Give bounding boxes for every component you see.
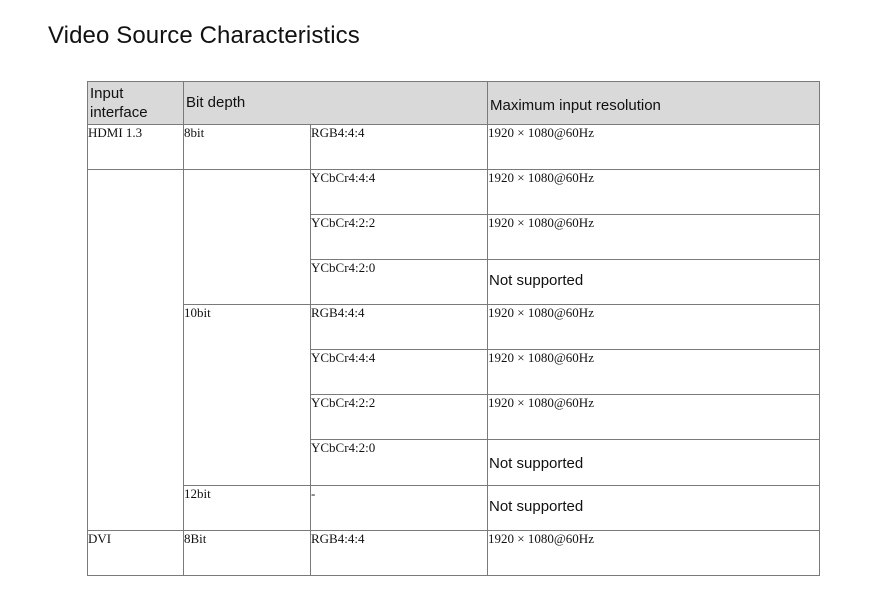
cell-resolution: Not supported	[488, 440, 820, 486]
cell-resolution: 1920 × 1080@60Hz	[488, 350, 820, 395]
table-row	[88, 125, 820, 170]
table-row	[88, 486, 820, 531]
cell-format: RGB4:4:4	[311, 305, 488, 350]
cell-resolution: 1920 × 1080@60Hz	[488, 170, 820, 215]
table-header-row	[88, 82, 820, 125]
cell-format: YCbCr4:4:4	[311, 170, 488, 215]
cell-format: -	[311, 486, 488, 531]
header-maximum-input-resolution: Maximum input resolution	[488, 82, 820, 125]
page-title: Video Source Characteristics	[48, 22, 360, 49]
cell-bit-depth: 10bit	[184, 305, 311, 486]
cell-bit-depth: 8bit	[184, 125, 311, 170]
header-input-interface: Input interface	[88, 82, 184, 125]
table-row	[88, 305, 820, 350]
cell-resolution: Not supported	[488, 486, 820, 531]
cell-bit-depth-empty	[184, 170, 311, 305]
cell-interface: HDMI 1.3	[88, 125, 184, 170]
cell-interface-empty	[88, 170, 184, 531]
cell-resolution: Not supported	[488, 260, 820, 305]
cell-format: RGB4:4:4	[311, 531, 488, 576]
cell-format: YCbCr4:2:0	[311, 440, 488, 486]
cell-format: YCbCr4:2:0	[311, 260, 488, 305]
cell-resolution: 1920 × 1080@60Hz	[488, 531, 820, 576]
table-row	[88, 170, 820, 215]
cell-resolution: 1920 × 1080@60Hz	[488, 125, 820, 170]
cell-format: RGB4:4:4	[311, 125, 488, 170]
cell-resolution: 1920 × 1080@60Hz	[488, 395, 820, 440]
table-row	[88, 531, 820, 576]
cell-bit-depth: 8Bit	[184, 531, 311, 576]
cell-format: YCbCr4:2:2	[311, 215, 488, 260]
video-source-table	[87, 81, 820, 576]
cell-bit-depth: 12bit	[184, 486, 311, 531]
cell-interface: DVI	[88, 531, 184, 576]
header-bit-depth: Bit depth	[184, 82, 488, 125]
cell-format: YCbCr4:2:2	[311, 395, 488, 440]
cell-resolution: 1920 × 1080@60Hz	[488, 215, 820, 260]
cell-resolution: 1920 × 1080@60Hz	[488, 305, 820, 350]
cell-format: YCbCr4:4:4	[311, 350, 488, 395]
